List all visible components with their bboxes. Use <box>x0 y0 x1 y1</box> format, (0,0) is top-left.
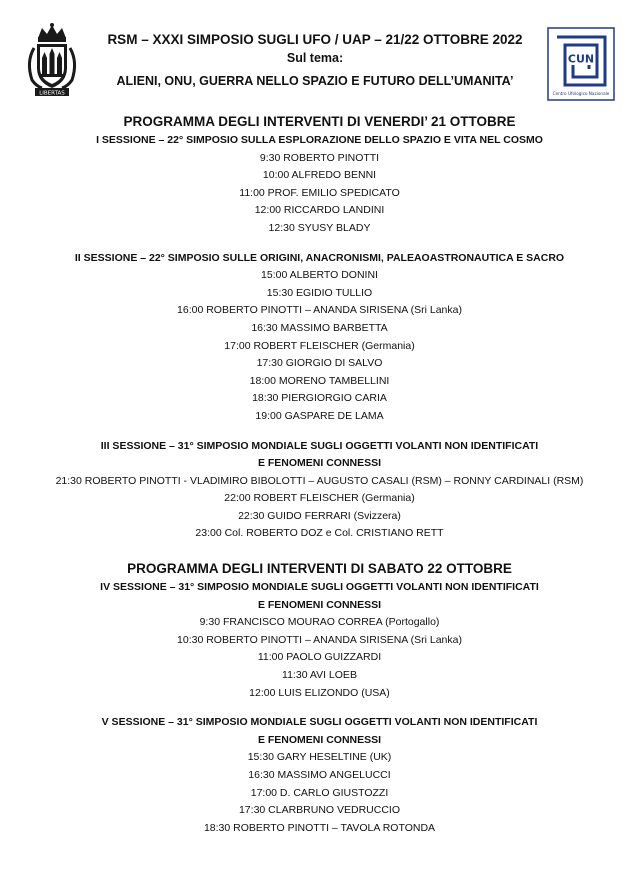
schedule-item: 15:30 EGIDIO TULLIO <box>266 286 373 299</box>
schedule-item: 12:00 LUIS ELIZONDO (USA) <box>249 686 390 699</box>
session-title: II SESSIONE – 22° SIMPOSIO SULLE ORIGINI, ANACRONISMI, PALEAOASTRONAUTICA E SACRO <box>74 251 565 264</box>
schedule-item: 11:00 PAOLO GUIZZARDI <box>257 651 382 664</box>
session-title: E FENOMENI CONNESSI <box>257 598 382 611</box>
day-title: PROGRAMMA DEGLI INTERVENTI DI VENERDI’ 21 OTTOBRE <box>123 114 516 129</box>
session-title: E FENOMENI CONNESSI <box>257 457 382 470</box>
cun-logo-icon <box>547 27 615 101</box>
cun-caption: Centro Ufologico Nazionale <box>552 91 610 96</box>
schedule-item: 17:30 GIORGIO DI SALVO <box>256 357 383 370</box>
schedule-item: 10:30 ROBERTO PINOTTI – ANANDA SIRISENA (Sri Lanka) <box>177 633 462 646</box>
schedule-item: 16:30 MASSIMO ANGELUCCI <box>248 769 391 781</box>
schedule-item: 22:30 GUIDO FERRARI (Svizzera) <box>238 509 401 522</box>
schedule-item: 15:00 ALBERTO DONINI <box>261 269 378 282</box>
schedule-item: 22:00 ROBERT FLEISCHER (Germania) <box>224 492 415 505</box>
schedule-item: 11:30 AVI LOEB <box>282 669 357 682</box>
san-marino-coat-of-arms-icon <box>24 22 80 98</box>
schedule-item: 9:30 FRANCISCO MOURAO CORREA (Portogallo) <box>199 616 440 629</box>
schedule-item: 10:00 ALFREDO BENNI <box>262 169 377 182</box>
page-title: RSM – XXXI SIMPOSIO SUGLI UFO / UAP – 21/22 OTTOBRE 2022 <box>107 32 523 47</box>
schedule-item: 18:30 ROBERTO PINOTTI – TAVOLA ROTONDA <box>203 821 436 834</box>
schedule-item: 18:00 MORENO TAMBELLINI <box>249 374 390 387</box>
schedule-item: 17:00 D. CARLO GIUSTOZZI <box>250 786 389 799</box>
session-block <box>0 250 639 426</box>
day-spacer <box>0 543 639 559</box>
day-title: PROGRAMMA DEGLI INTERVENTI DI SABATO 22 OTTOBRE <box>127 561 512 577</box>
schedule-item: 16:30 MASSIMO BARBETTA <box>251 321 388 334</box>
schedule-item: 21:30 ROBERTO PINOTTI - VLADIMIRO BIBOLOTTI – AUGUSTO CASALI (RSM) – RONNY CARDINALI (RSM) <box>55 474 584 487</box>
schedule-item: 18:30 PIERGIORGIO CARIA <box>252 392 387 405</box>
schedule-item: 16:00 ROBERTO PINOTTI – ANANDA SIRISENA (Sri Lanka) <box>177 304 462 317</box>
schedule-item: 19:00 GASPARE DE LAMA <box>255 409 384 422</box>
session-title: I SESSIONE – 22° SIMPOSIO SULLA ESPLORAZIONE DELLO SPAZIO E VITA NEL COSMO <box>96 134 543 146</box>
schedule-item: 12:00 RICCARDO LANDINI <box>254 204 385 217</box>
session-block <box>0 579 639 702</box>
session-title: V SESSIONE – 31° SIMPOSIO MONDIALE SUGLI OGGETTI VOLANTI NON IDENTIFICATI <box>101 716 538 729</box>
schedule-item: 15:30 GARY HESELTINE (UK) <box>247 751 392 764</box>
schedule-item: 23:00 Col. ROBERTO DOZ e Col. CRISTIANO RETT <box>195 527 444 540</box>
session-spacer <box>0 702 639 714</box>
session-block <box>0 438 639 544</box>
session-title: E FENOMENI CONNESSI <box>257 733 382 746</box>
symposium-theme: ALIENI, ONU, GUERRA NELLO SPAZIO E FUTURO DELL’UMANITA’ <box>116 74 514 88</box>
session-spacer <box>0 426 639 438</box>
session-block <box>0 714 639 837</box>
session-title: III SESSIONE – 31° SIMPOSIO MONDIALE SUGLI OGGETTI VOLANTI NON IDENTIFICATI <box>100 439 539 452</box>
cun-acronym: CUN <box>567 52 595 66</box>
schedule-item: 17:00 ROBERT FLEISCHER (Germania) <box>224 339 415 352</box>
schedule-item: 17:30 CLARBRUNO VEDRUCCIO <box>238 804 401 817</box>
session-block <box>0 132 639 238</box>
session-spacer <box>0 238 639 250</box>
page-subtitle: Sul tema: <box>286 51 344 65</box>
schedule-item: 9:30 ROBERTO PINOTTI <box>259 151 380 164</box>
header <box>88 30 542 91</box>
schedule-item: 12:30 SYUSY BLADY <box>268 221 371 234</box>
schedule-item: 11:00 PROF. EMILIO SPEDICATO <box>239 186 400 199</box>
program-body <box>0 112 639 837</box>
session-title: IV SESSIONE – 31° SIMPOSIO MONDIALE SUGLI OGGETTI VOLANTI NON IDENTIFICATI <box>100 581 539 594</box>
motto-text: LIBERTAS <box>39 90 65 97</box>
